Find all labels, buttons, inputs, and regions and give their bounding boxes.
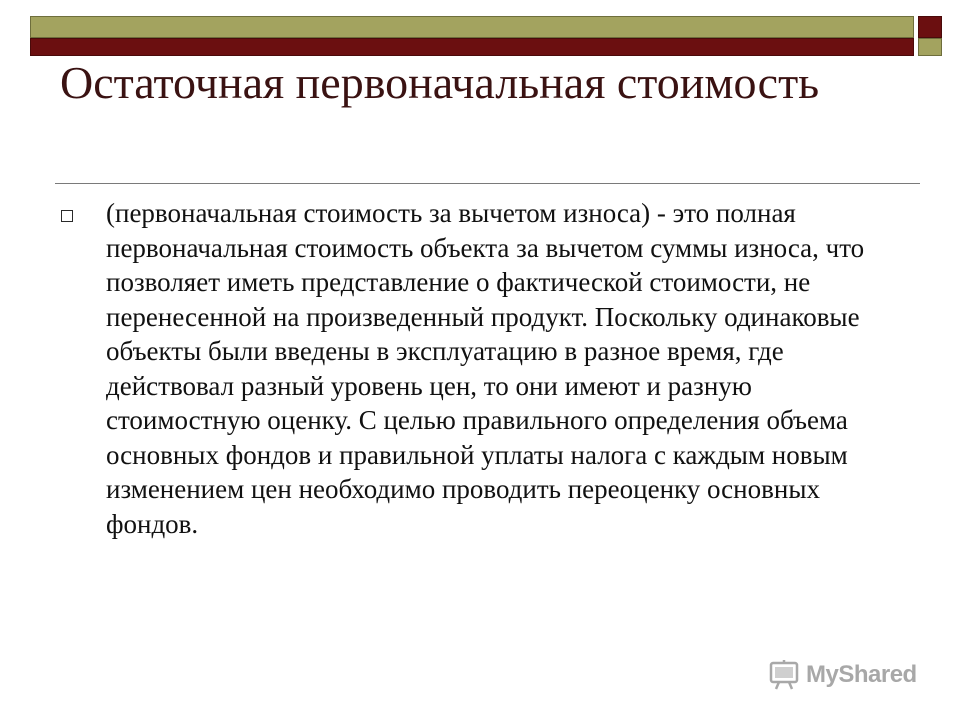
bullet-text: (первоначальная стоимость за вычетом износа) - это полная первоначальная стоимость объекта за вычетом суммы износа, что позволяет иметь представление о фактической стоимости, не перенесенной на произведенный продукт. Поскольку одинаковые объекты были введены в эксплуатацию в разное время, где действовал разный уровень цен, то они имеют и разную стоимостную оценку. С целью правильного определения объема основных фондов и правильной уплаты налога с каждым новым изменением цен необходимо проводить переоценку основных фондов. (106, 198, 865, 539)
corner-block-olive (918, 38, 942, 56)
corner-block-maroon (918, 16, 942, 38)
title-divider (55, 183, 920, 184)
header-band-olive (30, 16, 914, 38)
watermark (768, 657, 917, 693)
slide-title: Остаточная первоначальная стоимость (60, 57, 820, 108)
watermark-text: MyShared (806, 661, 917, 688)
square-bullet-icon (61, 210, 73, 222)
presentation-board-icon (768, 659, 800, 691)
